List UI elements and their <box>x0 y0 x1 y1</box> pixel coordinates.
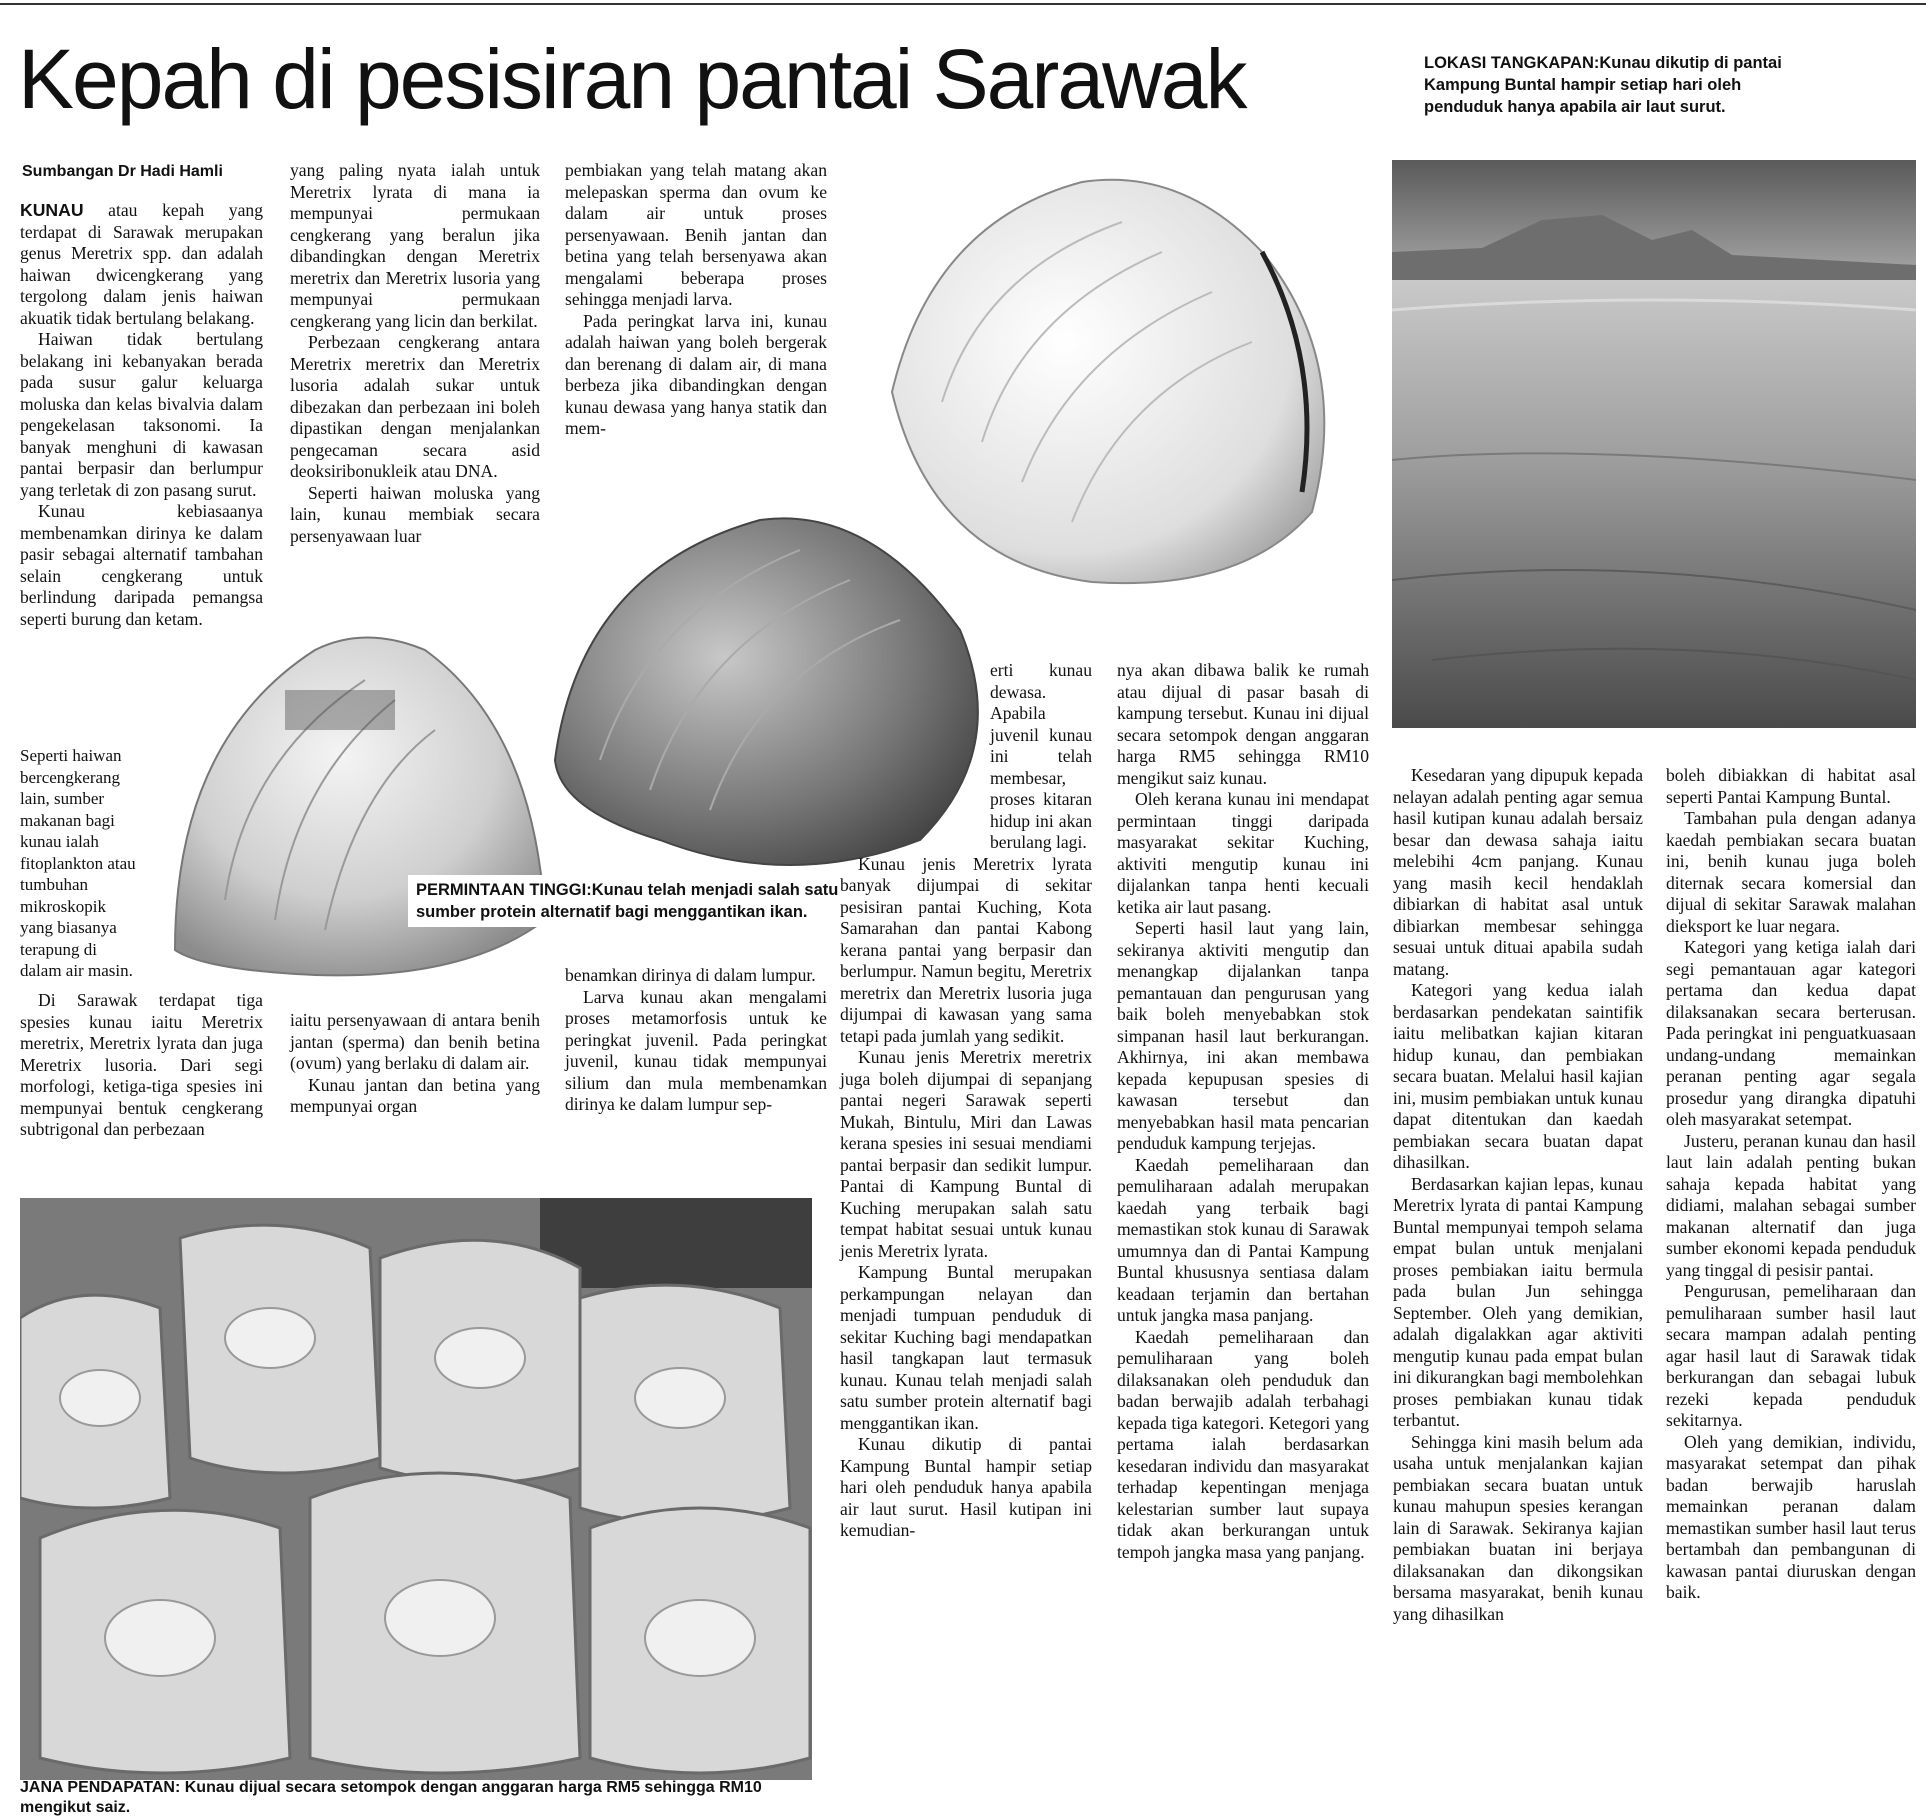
market-photo <box>20 1198 812 1780</box>
col5-paragraph-2: Oleh kerana kunau ini mendapat permintaan tinggi daripada masyarakat sekitar Kuching, aktiviti mengutip kunau ini dijalankan tanpa henti kecuali ketika air laut pasang. <box>1117 789 1369 917</box>
col7-paragraph-2: Tambahan pula dengan adanya kaedah pembiakan secara buatan ini, benih kunau juga boleh diternak secara komersial dan dijual di sekitar Sarawak malahan dieksport ke luar negara. <box>1666 808 1916 936</box>
col3-paragraph-4: Larva kunau akan mengalami proses metamorfosis untuk ke peringkat juvenil. Pada peringkat juvenil, kunau tidak mempunyai silium dan mula membenamkan dirinya ke dalam lumpur sep- <box>565 986 827 1114</box>
beach-photo-graphic <box>1392 160 1916 728</box>
col2-paragraph-2: Perbezaan cengkerang antara Meretrix meretrix dan Meretrix lusoria adalah sukar untuk dibezakan dan perbezaan ini boleh dipastikan dengan menjalankan pengecaman secara asid deoksiribonukleik atau DNA. <box>290 332 540 481</box>
col7-paragraph-5: Pengurusan, pemeliharaan dan pemuliharaan sumber hasil laut secara mampan adalah penting agar hasil laut di Sarawak tidak berkurangan dan sebagai lubuk rezeki kepada penduduk sekitarnya. <box>1666 1281 1916 1430</box>
col2-paragraph-3: Seperti haiwan moluska yang lain, kunau membiak secara persenyawaan luar <box>290 482 540 546</box>
col2-paragraph-5: Kunau jantan dan betina yang mempunyai organ <box>290 1074 540 1116</box>
col4-paragraph-2: Kunau jenis Meretrix lyrata banyak dijumpai di sekitar pesisiran pantai Kuching, Kota Samarahan dan pantai Kabong kerana pantai yang berpasir dan berlumpur. Namun begitu, Meretrix meretrix dan Meretrix lusoria juga dijumpai di kawasan yang sama tetapi pada jumlah yang sedikit. <box>840 853 1092 1046</box>
shell-caption-text: Kunau telah menjadi salah satu sumber protein alternatif bagi menggantikan ikan. <box>416 881 839 921</box>
column-5 <box>1117 660 1369 1563</box>
col1-paragraph-2: Haiwan tidak bertulang belakang ini kebanyakan berada pada susur galur keluarga moluska dan kelas bivalvia dalam pengekelasan taksonomi. Ia banyak menghuni di kawasan pantai berpasir dan berlumpur yang terletak di zon pasang surut. <box>20 329 263 500</box>
col4-paragraph-3: Kunau jenis Meretrix meretrix juga boleh dijumpai di sepanjang pantai negeri Sarawak seperti Mukah, Bintulu, Miri dan Lawas kerana spesies ini sesuai mendiami pantai berpasir dan sedikit lumpur. Pantai di Kampung Buntal di Kuching merupakan salah satu tempat habitat sesuai untuk kunau jenis Meretrix lyrata. <box>840 1047 1092 1261</box>
column-2-top <box>290 160 540 547</box>
column-2-bottom <box>290 1010 540 1118</box>
column-1-wrap <box>20 745 140 982</box>
column-1-bottom <box>20 990 263 1141</box>
market-caption-label: JANA PENDAPATAN: <box>20 1779 181 1796</box>
beach-caption-label: LOKASI TANGKAPAN: <box>1424 54 1600 72</box>
lead-word: KUNAU <box>20 200 84 220</box>
col6-paragraph-2: Kategori yang kedua ialah berdasarkan pendekatan saintifik iaitu melibatkan kajian kitaran hidup kunau, dan pembiakan secara buatan. Melalui hasil kajian ini, musim pembiakan untuk kunau dapat ditentukan dan kaedah pembiakan secara buatan dapat dihasilkan. <box>1393 980 1643 1172</box>
col2-paragraph-4: iaitu persenyawaan di antara benih jantan (sperma) dan benih betina (ovum) yang berlaku di dalam air. <box>290 1010 540 1073</box>
col4-paragraph-4: Kampung Buntal merupakan perkampungan nelayan dan menjadi tumpuan penduduk di sekitar Kuching bagi mendapatkan hasil tangkapan laut termasuk kunau. Kunau telah menjadi salah satu sumber protein alternatif bagi menggantikan ikan. <box>840 1262 1092 1433</box>
beach-caption-text: Kunau dikutip di pantai Kampung Buntal hampir setiap hari oleh penduduk hanya apabila air laut surut. <box>1424 54 1782 116</box>
col1-p1-text: atau kepah yang terdapat di Sarawak merupakan genus Meretrix spp. dan adalah haiwan dwicengkerang yang tergolong dalam jenis haiwan akuatik tidak bertulang belakang. <box>20 200 263 328</box>
shell-caption-label: PERMINTAAN TINGGI: <box>416 881 592 899</box>
column-7 <box>1666 765 1916 1604</box>
column-6 <box>1393 765 1643 1625</box>
col7-paragraph-4: Justeru, peranan kunau dan hasil laut lain adalah penting bukan sahaja kepada habitat yang didiami, malahan sebagai sumber makanan alternatif dan juga sumber ekonomi kepada penduduk yang tinggal di pesisir pantai. <box>1666 1130 1916 1280</box>
col2-paragraph-1: yang paling nyata ialah untuk Meretrix lyrata di mana ia mempunyai permukaan cengkerang yang beralun jika dibandingkan dengan Meretrix meretrix dan Meretrix lusoria yang mempunyai permukaan cengkerang yang licin dan berkilat. <box>290 160 540 331</box>
col7-paragraph-3: Kategori yang ketiga ialah dari segi pemantauan agar kategori pertama dan kedua dapat dilaksanakan secara berterusan. Pada peringkat ini penguatkuasaan undang-undang memainkan peranan penting agar segala prosedur yang dirangka dipatuhi oleh masyarakat setempat. <box>1666 937 1916 1129</box>
beach-caption <box>1424 52 1784 118</box>
column-1-top <box>20 200 263 630</box>
col1-paragraph-3: Kunau kebiasaanya membenamkan dirinya ke dalam pasir sebagai alternatif tambahan selain cengkerang untuk berlindung daripada pemangsa seperti burung dan ketam. <box>20 501 263 629</box>
col1-paragraph-5: Di Sarawak terdapat tiga spesies kunau iaitu Meretrix meretrix, Meretrix lyrata dan juga Meretrix lusoria. Dari segi morfologi, ketiga-tiga spesies ini mempunyai bentuk cengkerang subtrigonal dan perbezaan <box>20 990 263 1139</box>
col5-paragraph-3: Seperti hasil laut yang lain, sekiranya aktiviti mengutip dan menangkap dijalankan tanpa pemantauan dan pengurusan yang baik boleh menyebabkan stok simpanan hasil laut berkurangan. Akhirnya, ini akan membawa kepada kepupusan spesies di kawasan tersebut dan menyebabkan hasil mata pencarian penduduk kampung terjejas. <box>1117 918 1369 1153</box>
col5-paragraph-5: Kaedah pemeliharaan dan pemuliharaan yang boleh dilaksanakan oleh penduduk dan badan berwajib adalah terbahagi kepada tiga kategori. Ketegori yang pertama ialah berdasarkan kesedaran individu dan masyarakat terhadap kepentingan menjaga kelestarian sumber laut supaya tidak akan berkurangan untuk tempoh jangka masa yang panjang. <box>1117 1326 1369 1562</box>
shell-right-graphic <box>842 162 1362 602</box>
col7-paragraph-6: Oleh yang demikian, individu, masyarakat setempat dan pihak badan berwajib haruslah memainkan peranan dalam memastikan sumber hasil laut terus bertambah dan pembangunan di kawasan pantai diuruskan dengan baik. <box>1666 1431 1916 1602</box>
col5-paragraph-1: nya akan dibawa balik ke rumah atau dijual di pasar basah di kampung tersebut. Kunau ini dijual secara setompok dengan anggaran harga RM5 sehingga RM10 mengikut saiz kunau. <box>1117 660 1369 788</box>
col4-paragraph-5: Kunau dikutip di pantai Kampung Buntal hampir setiap hari oleh penduduk hanya apabila air laut surut. Hasil kutipan ini kemudian- <box>840 1434 1092 1540</box>
market-caption <box>20 1778 820 1818</box>
column-4 <box>840 660 1092 1542</box>
shell-photo-right <box>842 162 1362 602</box>
beach-photo <box>1392 160 1916 728</box>
col5-paragraph-4: Kaedah pemeliharaan dan pemuliharaan adalah merupakan kaedah yang terbaik bagi memastikan stok kunau di Sarawak umumnya dan di Pantai Kampung Buntal khususnya sentiasa dalam keadaan terjamin dan bertahan untuk jangka masa panjang. <box>1117 1154 1369 1325</box>
col6-paragraph-4: Sehingga kini masih belum ada usaha untuk menjalankan kajian pembiakan secara buatan untuk kunau mahupun spesies kerangan lain di Sarawak. Sekiranya kajian pembiakan buatan ini berjaya dilaksanakan dan dikongsikan bersama masyarakat, benih kunau yang dihasilkan <box>1393 1431 1643 1624</box>
top-rule <box>0 3 1926 5</box>
col3-paragraph-1: pembiakan yang telah matang akan melepaskan sperma dan ovum ke dalam air untuk proses persenyawaan. Benih jantan dan betina yang telah bersenyawa akan mengalami beberapa proses sehingga menjadi larva. <box>565 160 827 309</box>
col4-paragraph-1: erti kunau dewasa. Apabila juvenil kunau ini telah membesar, proses kitaran hidup ini akan berulang lagi. <box>990 660 1092 852</box>
col6-paragraph-3: Berdasarkan kajian lepas, kunau Meretrix lyrata di pantai Kampung Buntal mempunyai tempoh selama empat bulan untuk menjalani proses pembiakan iaitu bermula pada bulan Jun sehingga September. Oleh yang demikian, adalah digalakkan agar aktiviti mengutip kunau pada empat bulan ini dikurangkan bagi membolehkan proses pembiakan kunau tidak terbantut. <box>1393 1173 1643 1430</box>
col1-paragraph-1 <box>20 200 263 329</box>
market-photo-graphic <box>20 1198 812 1780</box>
byline: Sumbangan Dr Hadi Hamli <box>22 163 223 180</box>
col3-paragraph-3: benamkan dirinya di dalam lumpur. <box>565 965 816 985</box>
col7-paragraph-1: boleh dibiakkan di habitat asal seperti Pantai Kampung Buntal. <box>1666 765 1916 807</box>
shell-caption <box>408 875 864 927</box>
column-3-top <box>565 160 827 440</box>
col3-paragraph-2: Pada peringkat larva ini, kunau adalah haiwan yang boleh bergerak dan berenang di dalam air, di mana berbeza jika dibandingkan dengan kunau dewasa yang hanya statik dan mem- <box>565 310 827 438</box>
column-3-bottom <box>565 965 827 1116</box>
market-caption-text: Kunau dijual secara setompok dengan anggaran harga RM5 sehingga RM10 mengikut saiz. <box>20 1779 762 1816</box>
col6-paragraph-1: Kesedaran yang dipupuk kepada nelayan adalah penting agar semua hasil kutipan kunau adalah bersaiz besar dan dewasa sahaja iaitu melebihi 4cm panjang. Kunau yang masih kecil hendaklah dibiarkan di habitat asal untuk dibiarkan membesar sehingga sesuai untuk dituai apabila sudah matang. <box>1393 765 1643 979</box>
headline: Kepah di pesisiran pantai Sarawak <box>18 32 1246 126</box>
col1-paragraph-4: Seperti haiwan bercengkerang lain, sumber makanan bagi kunau ialah fitoplankton atau tumbuhan mikroskopik yang biasanya terapung di dalam air masin. <box>20 746 136 980</box>
